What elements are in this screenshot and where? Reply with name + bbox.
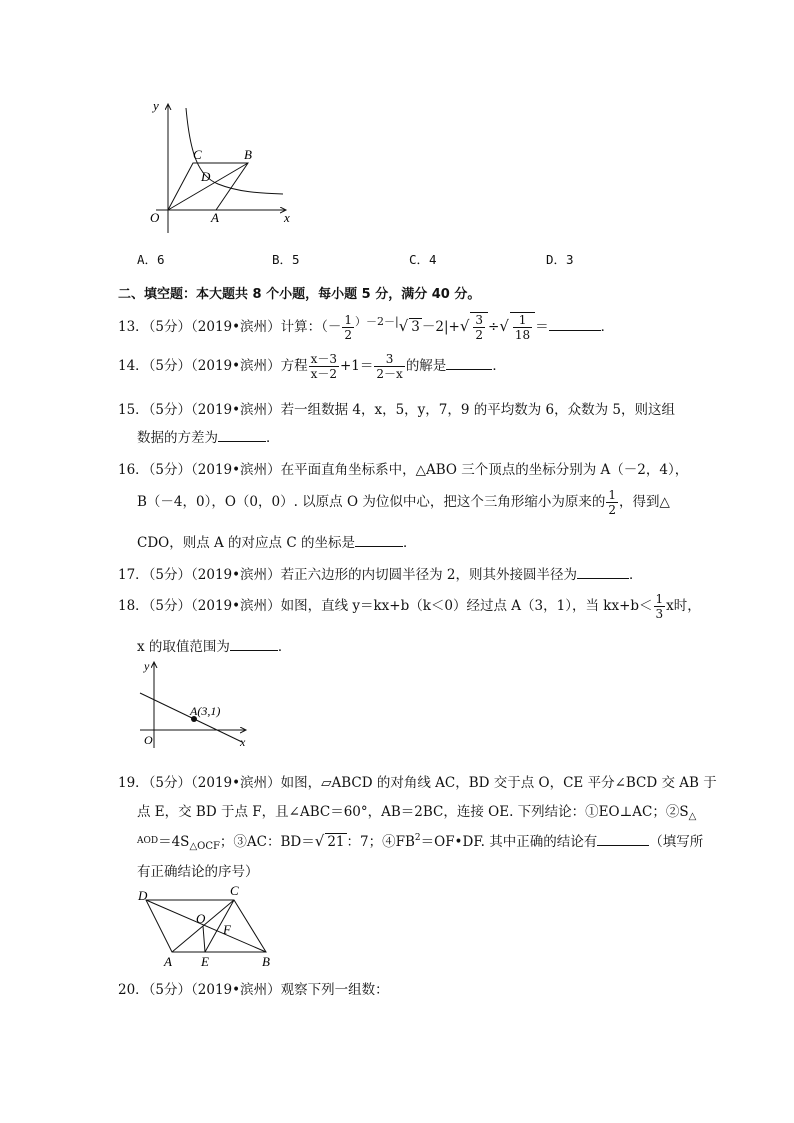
top-figure bbox=[138, 98, 298, 238]
label-o: O bbox=[196, 911, 206, 926]
question-18-line2: x 的取值范围为 ． bbox=[137, 639, 292, 655]
label-o: O bbox=[150, 210, 160, 225]
label-d: D bbox=[201, 169, 211, 184]
question-16-line1: 16．（5分）（2019•滨州）在平面直角坐标系中，△ABO 三个顶点的坐标分别为 A（－2，4）， bbox=[118, 462, 689, 478]
question-20: 20．（5分）（2019•滨州）观察下列一组数： bbox=[118, 982, 389, 998]
answer-blank-18[interactable] bbox=[230, 638, 278, 651]
label-b: B bbox=[262, 954, 270, 969]
question-19-line1: 19．（5分）（2019•滨州）如图，▱ABCD 的对角线 AC，BD 交于点 O，CE 平分∠BCD 交 AB 于 bbox=[118, 775, 717, 791]
question-19-line4: 有正确结论的序号） bbox=[137, 864, 259, 880]
answer-blank-15[interactable] bbox=[218, 429, 266, 442]
question-15-line2: 数据的方差为 ． bbox=[137, 430, 280, 446]
answer-blank-19[interactable] bbox=[597, 833, 649, 846]
label-point-a: A(3,1) bbox=[190, 704, 221, 718]
label-c: C bbox=[230, 886, 239, 898]
label-x: x bbox=[284, 210, 290, 225]
answer-blank-17[interactable] bbox=[577, 566, 629, 579]
figure-18 bbox=[136, 658, 252, 750]
answer-blank-16[interactable] bbox=[355, 534, 403, 547]
question-19-line3: $^{AOD}=4S_{\triangle OCF}$；③AC：BD＝√ 21 ：7；$④FB^2=OF•DF$. 其中正确的结论有 （填写所 bbox=[137, 832, 704, 852]
label-y: y bbox=[144, 659, 150, 673]
question-13: 13．（5分）（2019•滨州）计算：（－ $\frac{1}{2}$ $^{)-2-|}$√ 3 －2|+√ $\frac{3}{2}$ ÷√ $\frac{1}{18}$ ＝ ． bbox=[118, 313, 615, 342]
label-x: x bbox=[240, 735, 246, 749]
label-e: E bbox=[201, 954, 209, 969]
figure-19 bbox=[136, 886, 276, 972]
option-b: B．5 bbox=[272, 252, 300, 267]
option-a: A．6 bbox=[137, 252, 165, 267]
answer-blank-13[interactable] bbox=[549, 318, 601, 331]
question-15-line1: 15．（5分）（2019•滨州）若一组数据 4，x，5，y，7，9 的平均数为 6，众数为 5，则这组 bbox=[118, 402, 676, 418]
question-14: 14．（5分）（2019•滨州）方程 $\frac{x-3}{x-2}$ +1＝ $\frac{3}{2-x}$ 的解是 ． bbox=[118, 352, 506, 381]
label-c: C bbox=[193, 147, 202, 162]
label-d: D bbox=[138, 888, 148, 903]
question-18-line1: 18．（5分）（2019•滨州）如图，直线 y＝kx+b（k＜0）经过点 A（3，1），当 kx+b＜ $\frac{1}{3}$ x时， bbox=[118, 592, 701, 621]
question-19-line2: 点 E，交 BD 于点 F，且∠ABC＝60°，AB＝2BC，连接 OE. 下列结论：①EO⊥AC；$②S_\triangle$ bbox=[137, 804, 697, 822]
diagonal-BD bbox=[146, 900, 266, 952]
section-heading: 二、填空题：本大题共 8 个小题，每小题 5 分，满分 40 分。 bbox=[118, 287, 481, 302]
question-17: 17．（5分）（2019•滨州）若正六边形的内切圆半径为 2，则其外接圆半径为 ． bbox=[118, 567, 643, 583]
question-16-line2: B（－4，0），O（0，0）. 以原点 O 为位似中心，把这个三角形缩小为原来的 $\frac{1}{2}$ ，得到△ bbox=[137, 488, 670, 517]
answer-blank-14[interactable] bbox=[446, 357, 492, 370]
label-a: A bbox=[164, 954, 172, 969]
segment-OE bbox=[203, 926, 205, 952]
label-y: y bbox=[153, 98, 159, 113]
label-a: A bbox=[211, 210, 219, 225]
label-f: F bbox=[223, 922, 231, 937]
option-c: C．4 bbox=[409, 252, 437, 267]
question-16-line3: CDO，则点 A 的对应点 C 的坐标是 ． bbox=[137, 535, 417, 551]
option-d: D．3 bbox=[546, 252, 574, 267]
label-b: B bbox=[244, 147, 252, 162]
label-o: O bbox=[144, 733, 153, 747]
